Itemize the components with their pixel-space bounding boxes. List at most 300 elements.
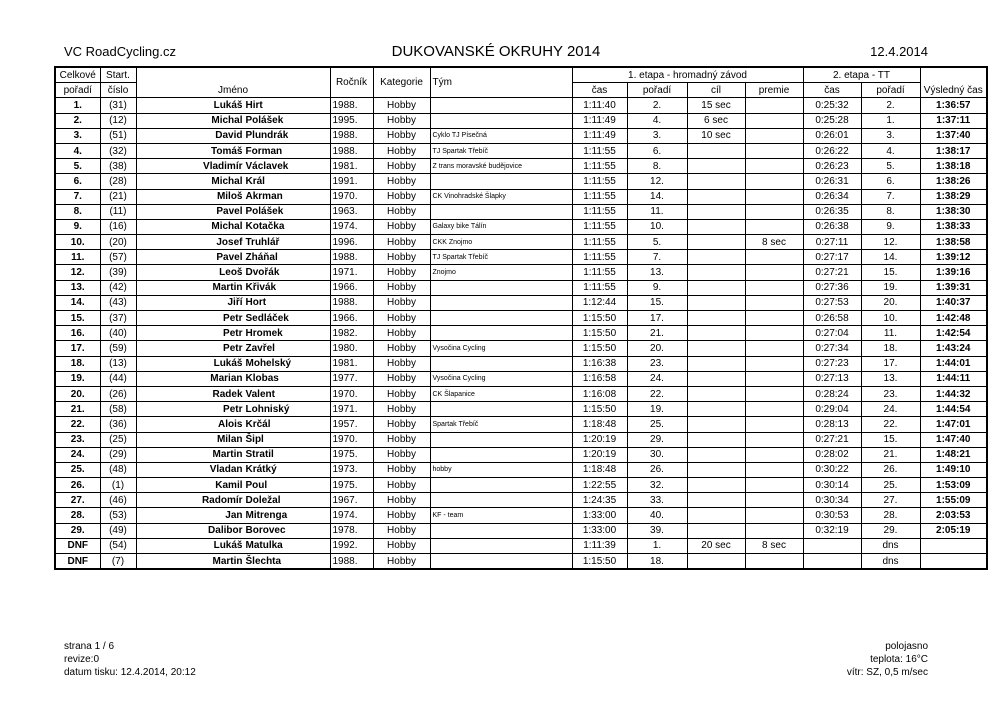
cell-prem [745, 189, 803, 204]
cell-t2: 0:26:23 [803, 159, 861, 174]
cell-r2: 28. [861, 508, 920, 523]
rider-first-name: Miloš [216, 191, 243, 203]
cell-cil [687, 250, 745, 265]
cell-cat: Hobby [373, 447, 430, 462]
cell-t1: 1:11:55 [572, 219, 627, 234]
cell-start: (26) [100, 386, 136, 401]
cell-t2: 0:30:53 [803, 508, 861, 523]
cell-team [430, 204, 572, 219]
col-start-1: Start. [100, 67, 136, 83]
cell-t2: 0:28:13 [803, 417, 861, 432]
cell-cil: 15 sec [687, 98, 745, 113]
cell-cat: Hobby [373, 204, 430, 219]
cell-r2: 29. [861, 523, 920, 538]
table-row [55, 538, 987, 553]
table-row [55, 250, 987, 265]
cell-res: 1:42:48 [920, 311, 987, 326]
cell-year: 1980. [330, 341, 373, 356]
cell-r2: 1. [861, 113, 920, 128]
rider-last-name: Šlechta [245, 555, 282, 567]
cell-t2: 0:27:13 [803, 371, 861, 386]
cell-cat: Hobby [373, 128, 430, 143]
cell-t2: 0:26:31 [803, 174, 861, 189]
rider-last-name: Akrman [245, 191, 283, 203]
cell-r1: 12. [627, 174, 687, 189]
cell-cil [687, 143, 745, 158]
cell-r1: 17. [627, 311, 687, 326]
rider-first-name: Michal [211, 115, 243, 127]
cell-t2: 0:27:36 [803, 280, 861, 295]
col-overall-1: Celkové [55, 67, 100, 83]
cell-cil [687, 265, 745, 280]
cell-r2: 23. [861, 386, 920, 401]
cell-r1: 24. [627, 371, 687, 386]
cell-cil [687, 356, 745, 371]
cell-t1: 1:11:55 [572, 143, 627, 158]
cell-r2: 18. [861, 341, 920, 356]
cell-prem [745, 432, 803, 447]
cell-cat: Hobby [373, 143, 430, 158]
cell-cil [687, 311, 745, 326]
rider-first-name: Radek [212, 388, 243, 400]
col-stage1-premie: premie [745, 83, 803, 98]
cell-t2: 0:27:17 [803, 250, 861, 265]
rider-last-name: Doležal [245, 494, 281, 506]
cell-cat: Hobby [373, 356, 430, 371]
table-row [55, 554, 987, 570]
cell-res: 1:39:31 [920, 280, 987, 295]
cell-r1: 25. [627, 417, 687, 432]
cell-res: 1:47:40 [920, 432, 987, 447]
cell-t1: 1:11:55 [572, 189, 627, 204]
cell-team [430, 447, 572, 462]
cell-t2: 0:30:34 [803, 493, 861, 508]
cell-prem [745, 356, 803, 371]
cell-cil [687, 523, 745, 538]
rider-first-name: Dalibor [208, 525, 243, 537]
cell-prem [745, 280, 803, 295]
col-stage2-rank: pořadí [861, 83, 920, 98]
cell-r2: 7. [861, 189, 920, 204]
cell-year: 1982. [330, 326, 373, 341]
cell-start: (57) [100, 250, 136, 265]
cell-prem [745, 402, 803, 417]
col-stage1-finish: cíl [687, 83, 745, 98]
cell-r2: dns [861, 554, 920, 570]
rider-name [136, 235, 330, 250]
col-stage1-rank: pořadí [627, 83, 687, 98]
cell-start: (13) [100, 356, 136, 371]
cell-team: CK Vinohradské Šlapky [430, 189, 572, 204]
cell-r2: 14. [861, 250, 920, 265]
table-row [55, 159, 987, 174]
cell-r1: 18. [627, 554, 687, 570]
table-row [55, 417, 987, 432]
cell-res: 1:44:11 [920, 371, 987, 386]
cell-r1: 14. [627, 189, 687, 204]
cell-cil [687, 295, 745, 310]
cell-prem [745, 98, 803, 113]
cell-cil [687, 508, 745, 523]
cell-start: (32) [100, 143, 136, 158]
cell-pos: 22. [55, 417, 100, 432]
cell-t1: 1:12:44 [572, 295, 627, 310]
cell-cil [687, 554, 745, 570]
table-row [55, 143, 987, 158]
cell-team [430, 280, 572, 295]
rider-name [136, 311, 330, 326]
cell-year: 1995. [330, 113, 373, 128]
cell-res: 1:38:26 [920, 174, 987, 189]
cell-r2: 15. [861, 432, 920, 447]
cell-cat: Hobby [373, 250, 430, 265]
rider-last-name: Mitrenga [245, 510, 288, 522]
cell-t2 [803, 554, 861, 570]
cell-cil [687, 341, 745, 356]
rider-last-name: Sedláček [245, 312, 289, 324]
cell-t2: 0:25:32 [803, 98, 861, 113]
cell-prem [745, 554, 803, 570]
cell-team [430, 538, 572, 553]
col-stage1: 1. etapa - hromadný závod [572, 67, 803, 83]
cell-pos: 13. [55, 280, 100, 295]
rider-first-name: Tomáš [211, 145, 243, 157]
cell-t1: 1:20:19 [572, 432, 627, 447]
rider-first-name: Martin [212, 282, 243, 294]
rider-first-name: David [215, 130, 243, 142]
cell-res [920, 538, 987, 553]
cell-prem [745, 341, 803, 356]
cell-r1: 2. [627, 98, 687, 113]
cell-team: Vysočina Cycling [430, 341, 572, 356]
cell-year: 1974. [330, 219, 373, 234]
temperature: teplota: 16°C [870, 654, 928, 665]
cell-prem [745, 204, 803, 219]
cell-r1: 40. [627, 508, 687, 523]
cell-res: 1:37:11 [920, 113, 987, 128]
cell-team [430, 174, 572, 189]
rider-name [136, 417, 330, 432]
cell-t1: 1:15:50 [572, 326, 627, 341]
table-row [55, 265, 987, 280]
cell-pos: 5. [55, 159, 100, 174]
table-row [55, 356, 987, 371]
cell-t2: 0:27:21 [803, 432, 861, 447]
cell-year: 1963. [330, 204, 373, 219]
rider-name [136, 174, 330, 189]
cell-cat: Hobby [373, 386, 430, 401]
table-row [55, 402, 987, 417]
cell-res: 1:37:40 [920, 128, 987, 143]
cell-res: 1:39:16 [920, 265, 987, 280]
cell-r1: 19. [627, 402, 687, 417]
cell-start: (46) [100, 493, 136, 508]
cell-t1: 1:16:08 [572, 386, 627, 401]
cell-pos: 21. [55, 402, 100, 417]
rider-last-name: Hirt [245, 99, 263, 111]
rider-first-name: Milan [216, 434, 243, 446]
rider-last-name: Zháňal [245, 251, 278, 263]
cell-r1: 30. [627, 447, 687, 462]
rider-last-name: Král [245, 175, 265, 187]
rider-last-name: Borovec [245, 525, 286, 537]
cell-year: 1988. [330, 295, 373, 310]
cell-res: 1:36:57 [920, 98, 987, 113]
cell-res: 1:44:32 [920, 386, 987, 401]
rider-last-name: Hromek [245, 327, 283, 339]
cell-pos: 27. [55, 493, 100, 508]
cell-cil [687, 204, 745, 219]
cell-prem [745, 508, 803, 523]
cell-start: (58) [100, 402, 136, 417]
footer-right [847, 640, 928, 679]
cell-pos: 2. [55, 113, 100, 128]
rider-name [136, 523, 330, 538]
cell-r1: 4. [627, 113, 687, 128]
cell-start: (51) [100, 128, 136, 143]
cell-cat: Hobby [373, 98, 430, 113]
cell-year: 1957. [330, 417, 373, 432]
cell-start: (16) [100, 219, 136, 234]
cell-prem [745, 371, 803, 386]
table-row [55, 462, 987, 477]
cell-start: (21) [100, 189, 136, 204]
cell-r1: 11. [627, 204, 687, 219]
cell-t1: 1:16:38 [572, 356, 627, 371]
rider-first-name: Marian [210, 373, 243, 385]
cell-prem [745, 386, 803, 401]
cell-r2: 15. [861, 265, 920, 280]
cell-r2: 5. [861, 159, 920, 174]
cell-cil: 20 sec [687, 538, 745, 553]
cell-cat: Hobby [373, 432, 430, 447]
cell-t2: 0:26:58 [803, 311, 861, 326]
rider-last-name: Mohelský [245, 358, 292, 370]
cell-cat: Hobby [373, 311, 430, 326]
cell-prem [745, 478, 803, 493]
cell-cil [687, 189, 745, 204]
rider-name [136, 356, 330, 371]
cell-r2: 17. [861, 356, 920, 371]
cell-start: (44) [100, 371, 136, 386]
cell-pos: 29. [55, 523, 100, 538]
cell-t2: 0:27:11 [803, 235, 861, 250]
rider-first-name: Petr [223, 312, 243, 324]
cell-cil [687, 478, 745, 493]
table-row [55, 523, 987, 538]
cell-res: 1:44:54 [920, 402, 987, 417]
cell-start: (38) [100, 159, 136, 174]
cell-t2: 0:30:22 [803, 462, 861, 477]
cell-pos: 28. [55, 508, 100, 523]
cell-pos: 25. [55, 462, 100, 477]
cell-t2 [803, 538, 861, 553]
cell-res: 1:44:01 [920, 356, 987, 371]
cell-r2: 22. [861, 417, 920, 432]
cell-t1: 1:11:40 [572, 98, 627, 113]
cell-r2: dns [861, 538, 920, 553]
page-number: strana 1 / 6 [64, 641, 115, 652]
rider-last-name: Dvořák [245, 267, 280, 279]
cell-t1: 1:11:55 [572, 174, 627, 189]
cell-pos: 19. [55, 371, 100, 386]
cell-start: (36) [100, 417, 136, 432]
rider-first-name: Petr [223, 327, 243, 339]
cell-cat: Hobby [373, 159, 430, 174]
cell-year: 1981. [330, 159, 373, 174]
cell-prem [745, 219, 803, 234]
cell-t2: 0:26:38 [803, 219, 861, 234]
rider-first-name: Pavel [216, 251, 243, 263]
cell-start: (20) [100, 235, 136, 250]
cell-prem [745, 417, 803, 432]
rider-name [136, 508, 330, 523]
cell-r1: 23. [627, 356, 687, 371]
rider-first-name: Pavel [216, 206, 243, 218]
table-row [55, 98, 987, 113]
rider-name [136, 478, 330, 493]
cell-team: TJ Spartak Třebíč [430, 250, 572, 265]
rider-first-name: Michal [211, 175, 243, 187]
cell-year: 1970. [330, 189, 373, 204]
cell-r2: 10. [861, 311, 920, 326]
table-row [55, 295, 987, 310]
rider-first-name: Lukáš [213, 99, 243, 111]
table-row [55, 311, 987, 326]
rider-last-name: Stratil [245, 449, 274, 461]
cell-year: 1988. [330, 250, 373, 265]
cell-cil [687, 462, 745, 477]
cell-prem [745, 128, 803, 143]
cell-year: 1977. [330, 371, 373, 386]
cell-cil [687, 432, 745, 447]
cell-year: 1971. [330, 265, 373, 280]
cell-t1: 1:15:50 [572, 402, 627, 417]
cell-start: (1) [100, 478, 136, 493]
rider-name [136, 386, 330, 401]
cell-team [430, 402, 572, 417]
cell-r1: 9. [627, 280, 687, 295]
cell-pos: 26. [55, 478, 100, 493]
cell-year: 1992. [330, 538, 373, 553]
table-row [55, 493, 987, 508]
cell-year: 1975. [330, 478, 373, 493]
cell-r1: 32. [627, 478, 687, 493]
cell-r2: 4. [861, 143, 920, 158]
cell-t2: 0:26:01 [803, 128, 861, 143]
cell-team [430, 432, 572, 447]
cell-year: 1967. [330, 493, 373, 508]
cell-r2: 19. [861, 280, 920, 295]
cell-t1: 1:22:55 [572, 478, 627, 493]
cell-prem [745, 493, 803, 508]
cell-t2: 0:30:14 [803, 478, 861, 493]
rider-name [136, 554, 330, 570]
cell-t2: 0:27:53 [803, 295, 861, 310]
cell-team [430, 311, 572, 326]
rider-first-name: Jan [225, 510, 243, 522]
cell-start: (48) [100, 462, 136, 477]
cell-t2: 0:27:34 [803, 341, 861, 356]
cell-res: 1:40:37 [920, 295, 987, 310]
cell-year: 1988. [330, 554, 373, 570]
cell-r1: 8. [627, 159, 687, 174]
table-row [55, 478, 987, 493]
print-date: datum tisku: 12.4.2014, 20:12 [64, 667, 196, 678]
cell-team: Cyklo TJ Písečná [430, 128, 572, 143]
cell-res: 2:03:53 [920, 508, 987, 523]
cell-year: 1978. [330, 523, 373, 538]
cell-r2: 13. [861, 371, 920, 386]
cell-cat: Hobby [373, 538, 430, 553]
rider-last-name: Šipl [245, 434, 264, 446]
rider-last-name: Poul [245, 479, 268, 491]
rider-last-name: Václavek [245, 160, 289, 172]
cell-cat: Hobby [373, 402, 430, 417]
cell-r2: 26. [861, 462, 920, 477]
cell-t1: 1:11:55 [572, 235, 627, 250]
cell-pos: 11. [55, 250, 100, 265]
table-row [55, 174, 987, 189]
cell-pos: 20. [55, 386, 100, 401]
cell-prem [745, 265, 803, 280]
cell-res: 1:38:18 [920, 159, 987, 174]
cell-r1: 29. [627, 432, 687, 447]
cell-team: Spartak Třebíč [430, 417, 572, 432]
cell-t1: 1:11:55 [572, 159, 627, 174]
cell-team [430, 98, 572, 113]
cell-start: (49) [100, 523, 136, 538]
cell-res: 1:53:09 [920, 478, 987, 493]
cell-r2: 21. [861, 447, 920, 462]
rider-name [136, 265, 330, 280]
cell-r2: 8. [861, 204, 920, 219]
cell-t2: 0:32:19 [803, 523, 861, 538]
cell-res: 1:42:54 [920, 326, 987, 341]
cell-t1: 1:15:50 [572, 341, 627, 356]
cell-r2: 12. [861, 235, 920, 250]
rider-last-name: Plundrák [245, 130, 289, 142]
cell-t2: 0:25:28 [803, 113, 861, 128]
cell-t1: 1:11:39 [572, 538, 627, 553]
rider-name [136, 143, 330, 158]
cell-res: 1:38:30 [920, 204, 987, 219]
organizer-label: VC RoadCycling.cz [64, 44, 176, 59]
cell-start: (53) [100, 508, 136, 523]
cell-t1: 1:11:55 [572, 204, 627, 219]
cell-r1: 3. [627, 128, 687, 143]
cell-cat: Hobby [373, 113, 430, 128]
cell-pos: 15. [55, 311, 100, 326]
cell-pos: 24. [55, 447, 100, 462]
cell-year: 1973. [330, 462, 373, 477]
cell-cat: Hobby [373, 371, 430, 386]
rider-last-name: Polášek [245, 206, 284, 218]
cell-t2: 0:28:02 [803, 447, 861, 462]
col-start-2: číslo [100, 83, 136, 98]
cell-team: CKK Znojmo [430, 235, 572, 250]
cell-prem [745, 523, 803, 538]
rider-last-name: Zavřel [245, 342, 275, 354]
cell-start: (12) [100, 113, 136, 128]
cell-t1: 1:18:48 [572, 417, 627, 432]
cell-cat: Hobby [373, 174, 430, 189]
cell-prem [745, 311, 803, 326]
cell-year: 1966. [330, 280, 373, 295]
cell-r1: 5. [627, 235, 687, 250]
cell-r1: 1. [627, 538, 687, 553]
col-stage2-time: čas [803, 83, 861, 98]
